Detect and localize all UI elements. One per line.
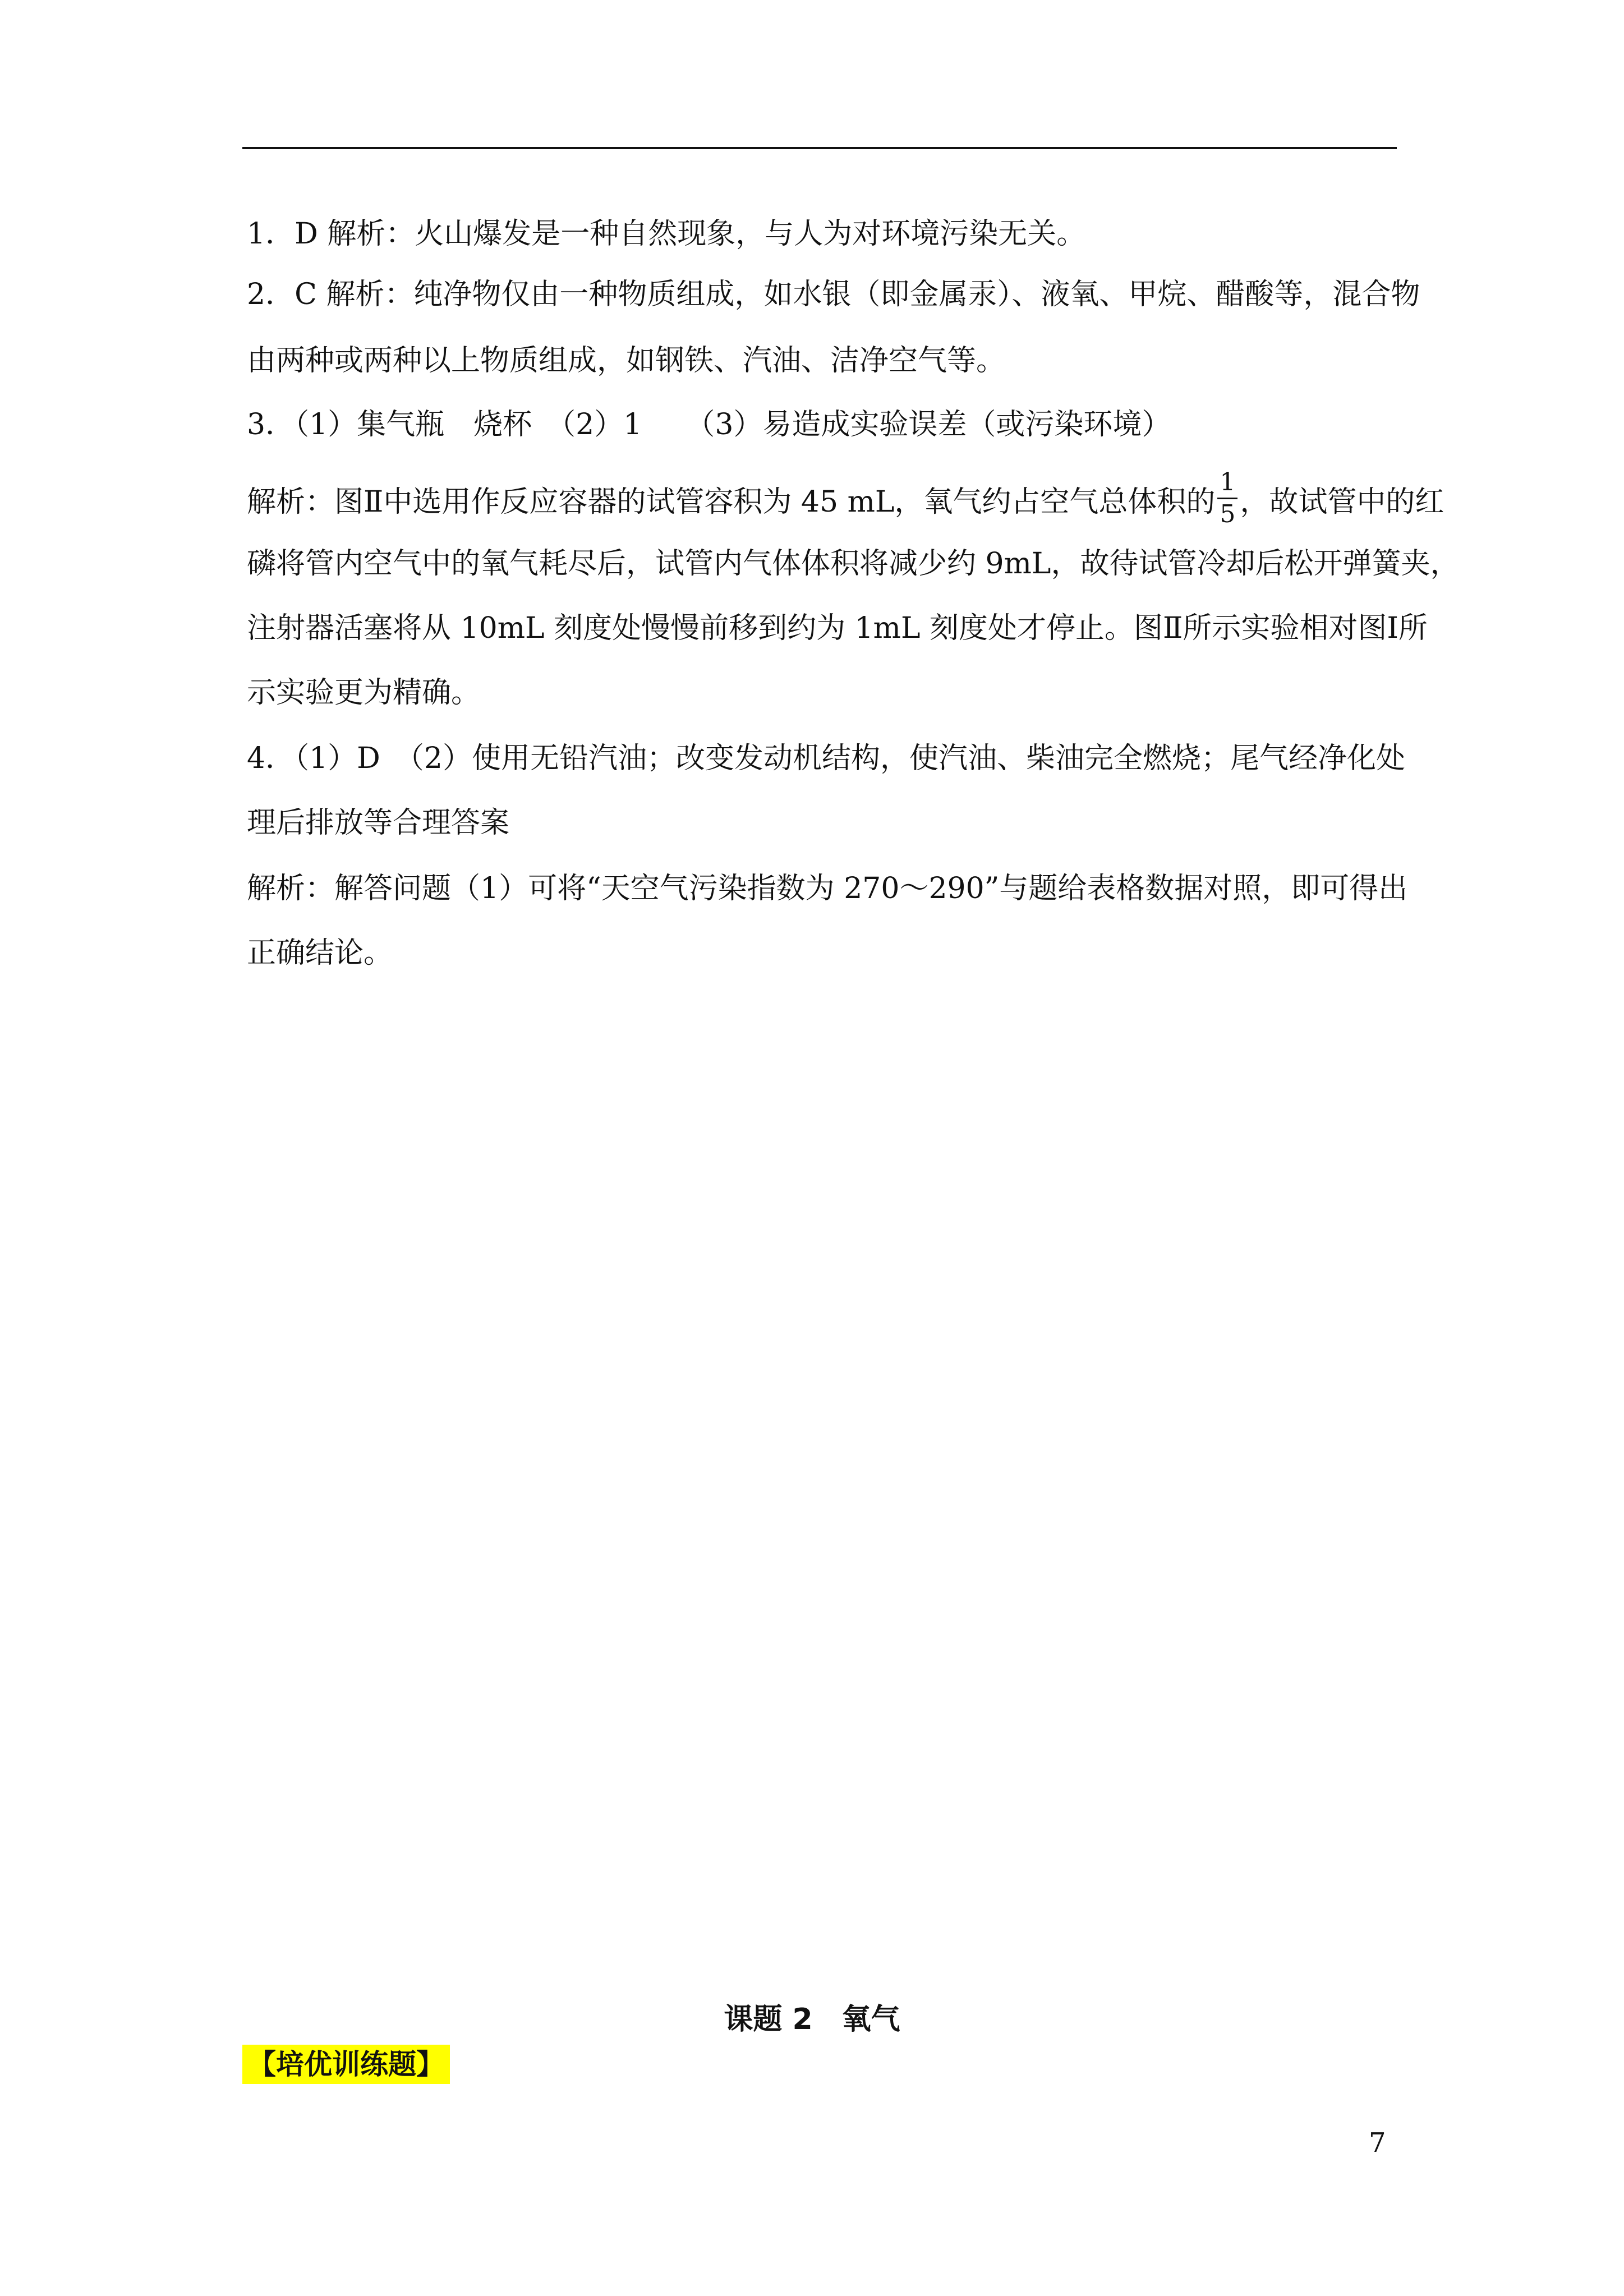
answer-4-line-1: 4．（1）D （2）使用无铅汽油；改变发动机结构，使汽油、柴油完全燃烧；尾气经净化处 bbox=[247, 742, 1405, 775]
answer-3-analysis-text-cont: ，故试管中的红 bbox=[1240, 485, 1444, 519]
answer-4-analysis-line-1: 解析：解答问题（1）可将“天空气污染指数为 270～290”与题给表格数据对照，即可得出 bbox=[247, 872, 1408, 905]
header-rule bbox=[242, 147, 1397, 149]
answer-4-line-2: 理后排放等合理答案 bbox=[247, 806, 510, 840]
section-title: 课题 2 氧气 bbox=[724, 2003, 900, 2036]
answer-2-line-2: 由两种或两种以上物质组成，如钢铁、汽油、洁净空气等。 bbox=[247, 344, 1006, 378]
answer-3-analysis-line-3: 注射器活塞将从 10mL 刻度处慢慢前移到约为 1mL 刻度处才停止。图Ⅱ所示实验相对图Ⅰ所 bbox=[247, 611, 1428, 645]
answer-2-line-1: 2．C 解析：纯净物仅由一种物质组成，如水银（即金属汞）、液氧、甲烷、醋酸等，混合物 bbox=[247, 278, 1420, 311]
answer-3-analysis-line-1 bbox=[247, 467, 1444, 537]
fraction-denominator: 5 bbox=[1220, 500, 1236, 528]
page-number: 7 bbox=[1369, 2127, 1386, 2159]
fraction-one-fifth bbox=[1217, 467, 1237, 530]
fraction-numerator: 1 bbox=[1217, 467, 1237, 499]
answer-3-analysis-line-4: 示实验更为精确。 bbox=[247, 676, 481, 710]
answer-3-analysis-line-2: 磷将管内空气中的氧气耗尽后，试管内气体体积将减少约 9mL，故待试管冷却后松开弹簧夹， bbox=[247, 547, 1460, 581]
answer-3-analysis-text: 解析：图Ⅱ中选用作反应容器的试管容积为 45 mL，氧气约占空气总体积的 bbox=[247, 485, 1216, 519]
highlight-label: 【培优训练题】 bbox=[242, 2045, 450, 2084]
answer-1: 1．D 解析：火山爆发是一种自然现象，与人为对环境污染无关。 bbox=[247, 217, 1086, 251]
answer-4-analysis-line-2: 正确结论。 bbox=[247, 936, 393, 970]
answer-3: 3．（1）集气瓶 烧杯 （2）1 （3）易造成实验误差（或污染环境） bbox=[247, 408, 1171, 441]
